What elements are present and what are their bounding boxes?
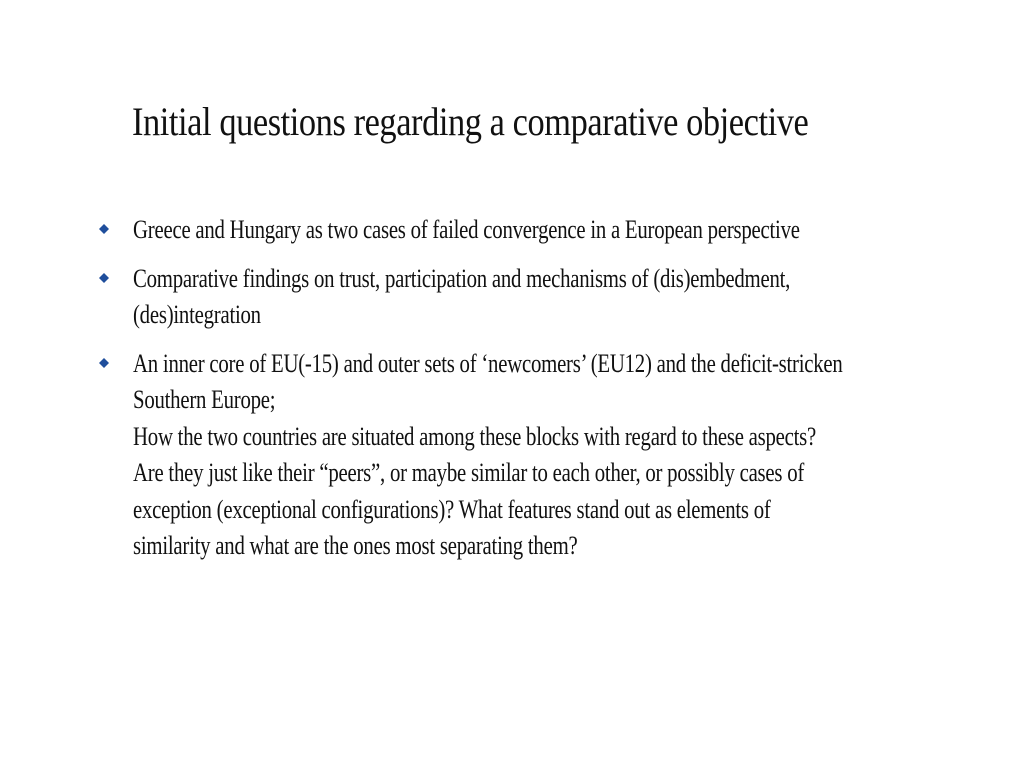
bullet-list (96, 212, 966, 577)
bullet-line: Comparative findings on trust, participation and mechanisms of (dis)embedment, (133, 263, 791, 293)
bullet-line: Southern Europe; (133, 385, 276, 414)
diamond-bullet-icon (99, 358, 109, 368)
bullet-text (133, 346, 973, 565)
slide-title: Initial questions regarding a comparative objective (132, 99, 809, 144)
bullet-line: similarity and what are the ones most separating them? (133, 531, 578, 560)
bullet-line: exception (exceptional configurations)? What features stand out as elements of (133, 494, 771, 524)
bullet-line: Greece and Hungary as two cases of failed convergence in a European perspective (133, 215, 800, 244)
bullet-item (96, 346, 966, 565)
bullet-item (96, 261, 966, 334)
bullet-line: (des)integration (133, 300, 261, 329)
bullet-line: How the two countries are situated among these blocks with regard to these aspects? (133, 421, 817, 451)
bullet-line: Are they just like their “peers”, or maybe similar to each other, or possibly cases of (133, 458, 805, 487)
diamond-bullet-icon (99, 224, 109, 234)
bullet-item (96, 212, 966, 249)
bullet-text (133, 212, 973, 249)
bullet-text (133, 261, 973, 334)
diamond-bullet-icon (99, 273, 109, 283)
bullet-line: An inner core of EU(-15) and outer sets of ‘newcomers’ (EU12) and the deficit-stricken (133, 348, 843, 378)
